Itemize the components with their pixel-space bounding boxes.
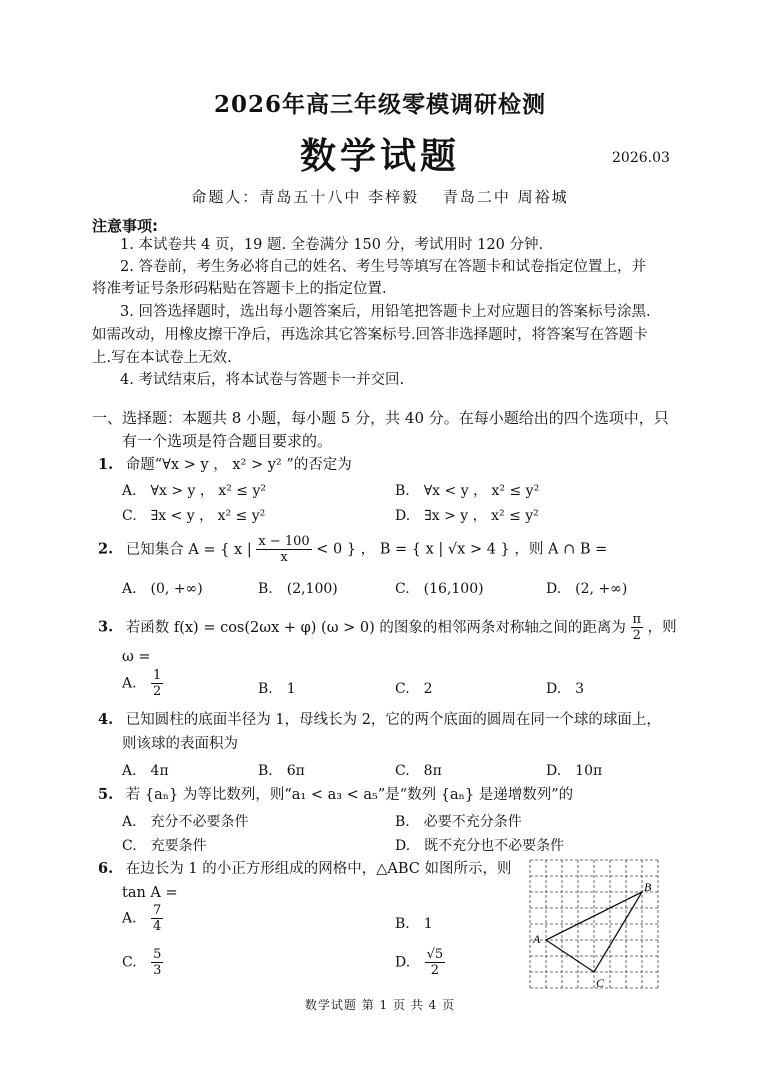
q4-option-a: A. 4π bbox=[122, 763, 169, 779]
fraction: $\frac{1}{2}$ bbox=[153, 668, 162, 699]
q5-option-c: C. 充要条件 bbox=[122, 838, 207, 854]
question-4 bbox=[98, 709, 661, 731]
vertex-label-c: C bbox=[596, 976, 605, 990]
vertex-label-b: B bbox=[644, 880, 652, 894]
notice-item: 上.写在本试卷上无效. bbox=[92, 350, 232, 366]
notice-item: 2. 答卷前，考生务必将自己的姓名、考生号等填写在答题卡和试卷指定位置上，并 bbox=[120, 259, 646, 275]
notice-item: 3. 回答选择题时，选出每小题答案后，用铅笔把答题卡上对应题目的答案标号涂黑. bbox=[120, 304, 651, 320]
exam-authors: 命题人：青岛五十八中 李梓毅 青岛二中 周裕城 bbox=[191, 188, 569, 206]
q4-option-b: B. 6π bbox=[258, 763, 305, 779]
question-stem: 命题“∀x > y ， x² > y² ”的否定为 bbox=[125, 457, 352, 473]
question-4-cont: 则该球的表面积为 bbox=[122, 736, 238, 752]
question-stem: 在边长为 1 的小正方形组成的网格中，△ABC 如图所示，则 bbox=[125, 861, 512, 877]
section-heading: 一、选择题：本题共 8 小题，每小题 5 分，共 40 分。在每小题给出的四个选项中，只 bbox=[92, 409, 669, 427]
exam-date: 2026.03 bbox=[612, 150, 670, 166]
question-stem: 已知圆柱的底面半径为 1，母线长为 2，它的两个底面的圆周在同一个球的球面上， bbox=[125, 712, 661, 728]
q6-option-d: D. $\frac{√5}{2}$ bbox=[395, 947, 444, 978]
question-6 bbox=[98, 858, 511, 880]
grid-lines bbox=[530, 860, 660, 988]
q3-option-c: C. 2 bbox=[395, 681, 433, 697]
question-1 bbox=[98, 454, 352, 476]
q2-option-d: D. (2, +∞) bbox=[546, 581, 628, 597]
question-number: 1. bbox=[98, 456, 114, 473]
question-stem-mid: < 0 } ， B = { x | √x > 4 } ，则 A ∩ B = bbox=[316, 541, 608, 558]
q6-option-a: A. $\frac{7}{4}$ bbox=[122, 903, 162, 934]
fraction: $\frac{x - 100}{x}$ bbox=[258, 534, 310, 565]
fraction: $\frac{7}{4}$ bbox=[153, 903, 162, 934]
q5-option-b: B. 必要不充分条件 bbox=[395, 814, 522, 830]
question-number: 2. bbox=[98, 540, 114, 558]
notice-item: 如需改动，用橡皮擦干净后，再选涂其它答案标号.回答非选择题时，将答案写在答题卡 bbox=[92, 327, 648, 343]
notice-item: 4. 考试结束后，将本试卷与答题卡一并交回. bbox=[120, 372, 405, 388]
fraction: $\frac{\pi}{2}$ bbox=[632, 612, 642, 643]
q4-option-c: C. 8π bbox=[395, 763, 442, 779]
question-3-cont: ω = bbox=[122, 649, 151, 665]
question-number: 3. bbox=[98, 618, 114, 636]
section-heading-cont: 有一个选项是符合题目要求的。 bbox=[122, 432, 333, 450]
notice-item: 1. 本试卷共 4 页，19 题. 全卷满分 150 分，考试用时 120 分钟. bbox=[120, 237, 544, 253]
fraction: $\frac{√5}{2}$ bbox=[426, 947, 444, 978]
question-6-cont: tan A = bbox=[122, 885, 178, 901]
q3-option-b: B. 1 bbox=[258, 681, 296, 697]
question-stem-pre: 已知集合 A = { x | bbox=[125, 541, 252, 558]
q2-option-b: B. (2,100) bbox=[258, 581, 338, 597]
q2-option-a: A. (0, +∞) bbox=[122, 581, 203, 597]
question-number: 4. bbox=[98, 711, 114, 728]
q1-option-d: D. ∃x > y ， x² ≤ y² bbox=[395, 508, 539, 524]
question-stem: 若 {aₙ} 为等比数列，则“a₁ < a₃ < a₅”是“数列 {aₙ} 是递增数列”的 bbox=[125, 787, 574, 803]
q6-option-b: B. 1 bbox=[395, 916, 433, 932]
q1-option-a: A. ∀x > y ， x² ≤ y² bbox=[122, 483, 267, 499]
exam-subject-title: 数学试题 bbox=[299, 135, 460, 177]
question-number: 6. bbox=[98, 860, 114, 877]
q1-option-c: C. ∃x < y ， x² ≤ y² bbox=[122, 508, 266, 524]
q2-option-c: C. (16,100) bbox=[395, 581, 484, 597]
triangle-grid-figure bbox=[528, 858, 662, 994]
exam-header-title: 2026年高三年级零模调研检测 bbox=[213, 91, 546, 118]
page-footer: 数学试题 第 1 页 共 4 页 bbox=[304, 998, 456, 1012]
q5-option-a: A. 充分不必要条件 bbox=[122, 814, 249, 830]
fraction: $\frac{5}{3}$ bbox=[153, 947, 162, 978]
notice-item: 将准考证号条形码粘贴在答题卡上的指定位置. bbox=[92, 281, 387, 297]
question-3 bbox=[98, 612, 677, 643]
q3-option-a: A. $\frac{1}{2}$ bbox=[122, 668, 162, 699]
question-stem-pre: 若函数 f(x) = cos(2ωx + φ) (ω > 0) 的图象的相邻两条对称轴之间的距离为 bbox=[125, 619, 626, 636]
q6-option-c: C. $\frac{5}{3}$ bbox=[122, 947, 162, 978]
q3-option-d: D. 3 bbox=[546, 681, 585, 697]
question-stem-post: ，则 bbox=[647, 619, 677, 636]
question-2 bbox=[98, 534, 607, 565]
question-number: 5. bbox=[98, 786, 114, 803]
question-5 bbox=[98, 784, 573, 806]
q4-option-d: D. 10π bbox=[546, 763, 603, 779]
notice-heading: 注意事项: bbox=[92, 217, 158, 235]
q5-option-d: D. 既不充分也不必要条件 bbox=[395, 838, 565, 854]
q1-option-b: B. ∀x < y ， x² ≤ y² bbox=[395, 483, 540, 499]
vertex-label-a: A bbox=[533, 932, 541, 946]
